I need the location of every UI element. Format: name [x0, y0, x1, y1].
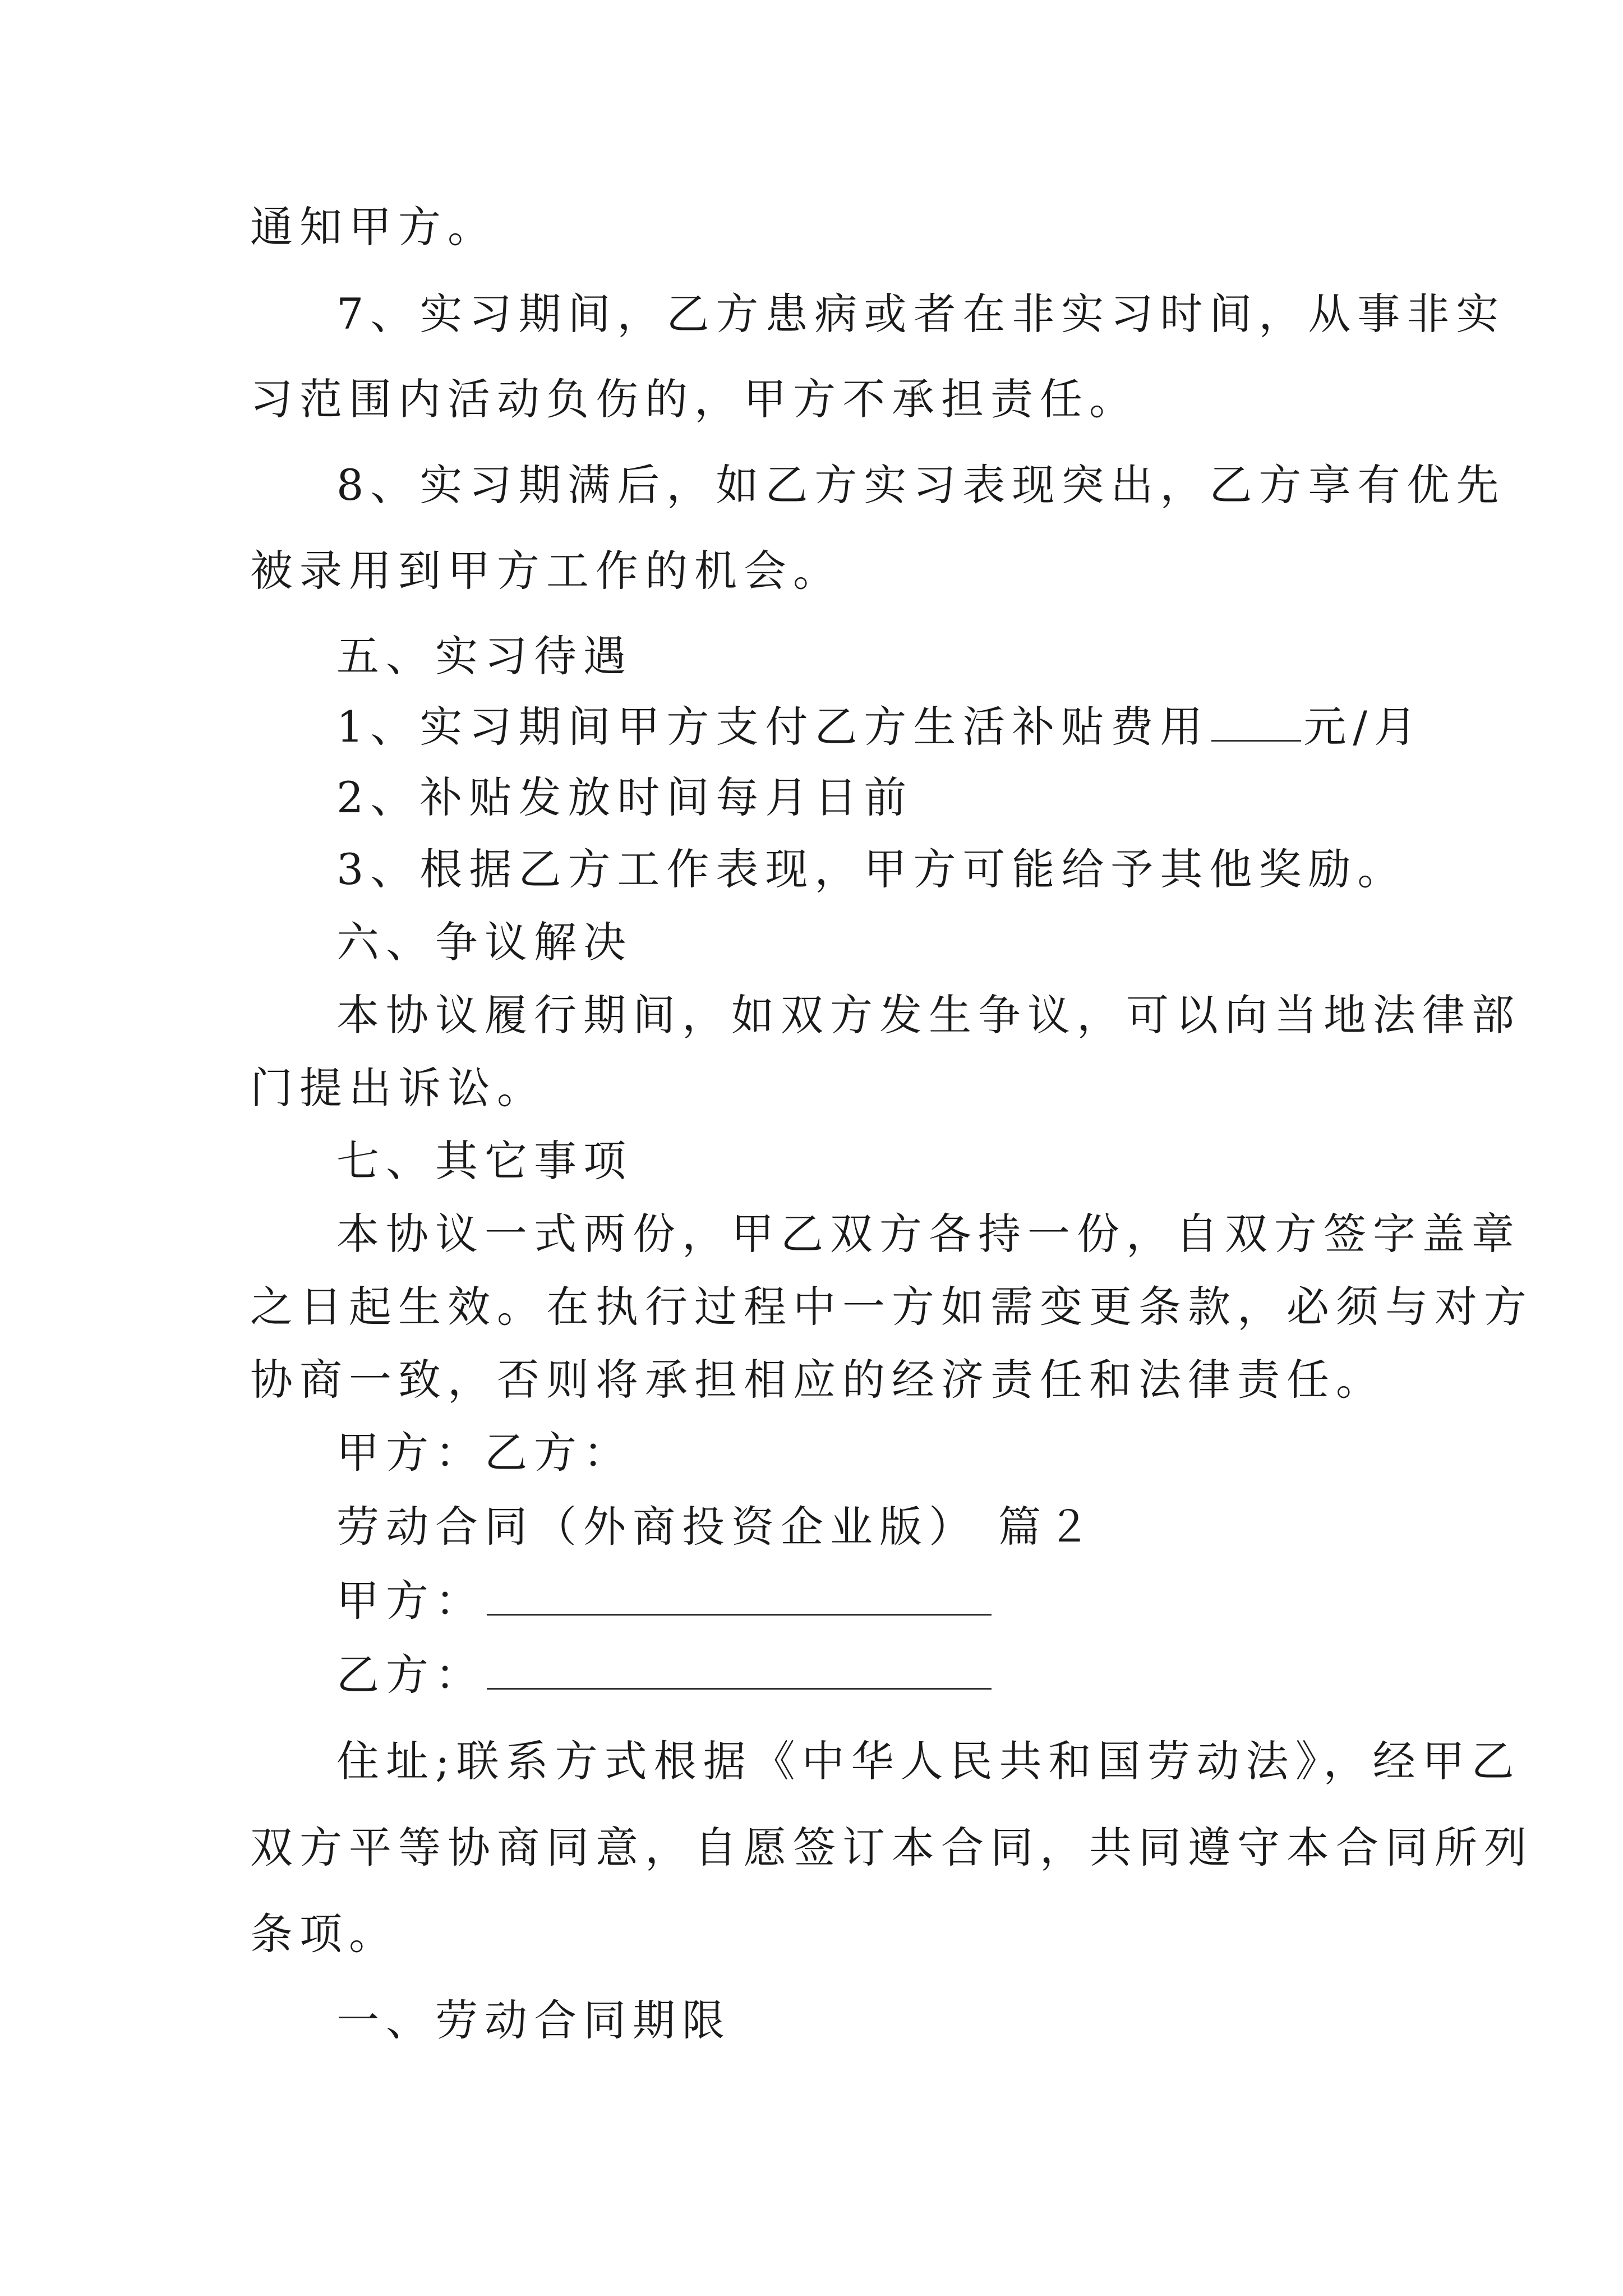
subsidy-unit: 元/月: [1303, 702, 1423, 752]
treatment-clause-3: 3、根据乙方工作表现，甲方可能给予其他奖励。: [336, 844, 1407, 894]
clause-8-line-2: 被录用到甲方工作的机会。: [250, 546, 842, 596]
party-a-label: 甲方：: [336, 1576, 485, 1626]
section-heading-other: 七、其它事项: [336, 1136, 633, 1186]
clause-7-line-2: 习范围内活动负伤的，甲方不承担责任。: [250, 374, 1138, 424]
section-heading-dispute: 六、争议解决: [336, 917, 633, 967]
treatment-clause-2: 2、补贴发放时间每月日前: [336, 772, 914, 822]
dispute-line-1: 本协议履行期间，如双方发生争议，可以向当地法律部: [336, 990, 1521, 1040]
preamble-line-3: 条项。: [250, 1909, 398, 1959]
party-b-field: [336, 1647, 994, 1703]
clause-8-line-1: 8、实习期满后，如乙方实习表现突出，乙方享有优先: [336, 460, 1506, 510]
preamble-line-2: 双方平等协商同意，自愿签订本合同，共同遵守本合同所列: [250, 1823, 1533, 1872]
other-line-1: 本协议一式两份，甲乙双方各持一份，自双方签字盖章: [336, 1209, 1521, 1259]
section-heading-term: 一、劳动合同期限: [336, 1995, 731, 2045]
other-line-2: 之日起生效。在执行过程中一方如需变更条款，必须与对方: [250, 1282, 1533, 1332]
contract-title: 劳动合同（外商投资企业版） 篇２: [336, 1502, 1098, 1552]
party-b-label: 乙方：: [336, 1650, 485, 1700]
other-line-3: 协商一致，否则将承担相应的经济责任和法律责任。: [250, 1355, 1385, 1405]
party-b-blank: [487, 1649, 992, 1690]
party-a-field: [336, 1573, 994, 1629]
subsidy-text: 1、实习期间甲方支付乙方生活补贴费用: [336, 702, 1210, 752]
preamble-line-1: 住址;联系方式根据《中华人民共和国劳动法》，经甲乙: [336, 1736, 1521, 1786]
section-heading-treatment: 五、实习待遇: [336, 631, 633, 681]
party-a-blank: [487, 1575, 992, 1616]
dispute-line-2: 门提出诉讼。: [250, 1063, 546, 1113]
clause-7-line-1: 7、实习期间，乙方患病或者在非实习时间，从事非实: [336, 289, 1506, 339]
subsidy-amount-blank: [1211, 701, 1301, 742]
treatment-clause-1: [336, 699, 1423, 755]
signature-parties: 甲方：乙方：: [336, 1428, 633, 1478]
paragraph-line: 通知甲方。: [250, 202, 497, 252]
